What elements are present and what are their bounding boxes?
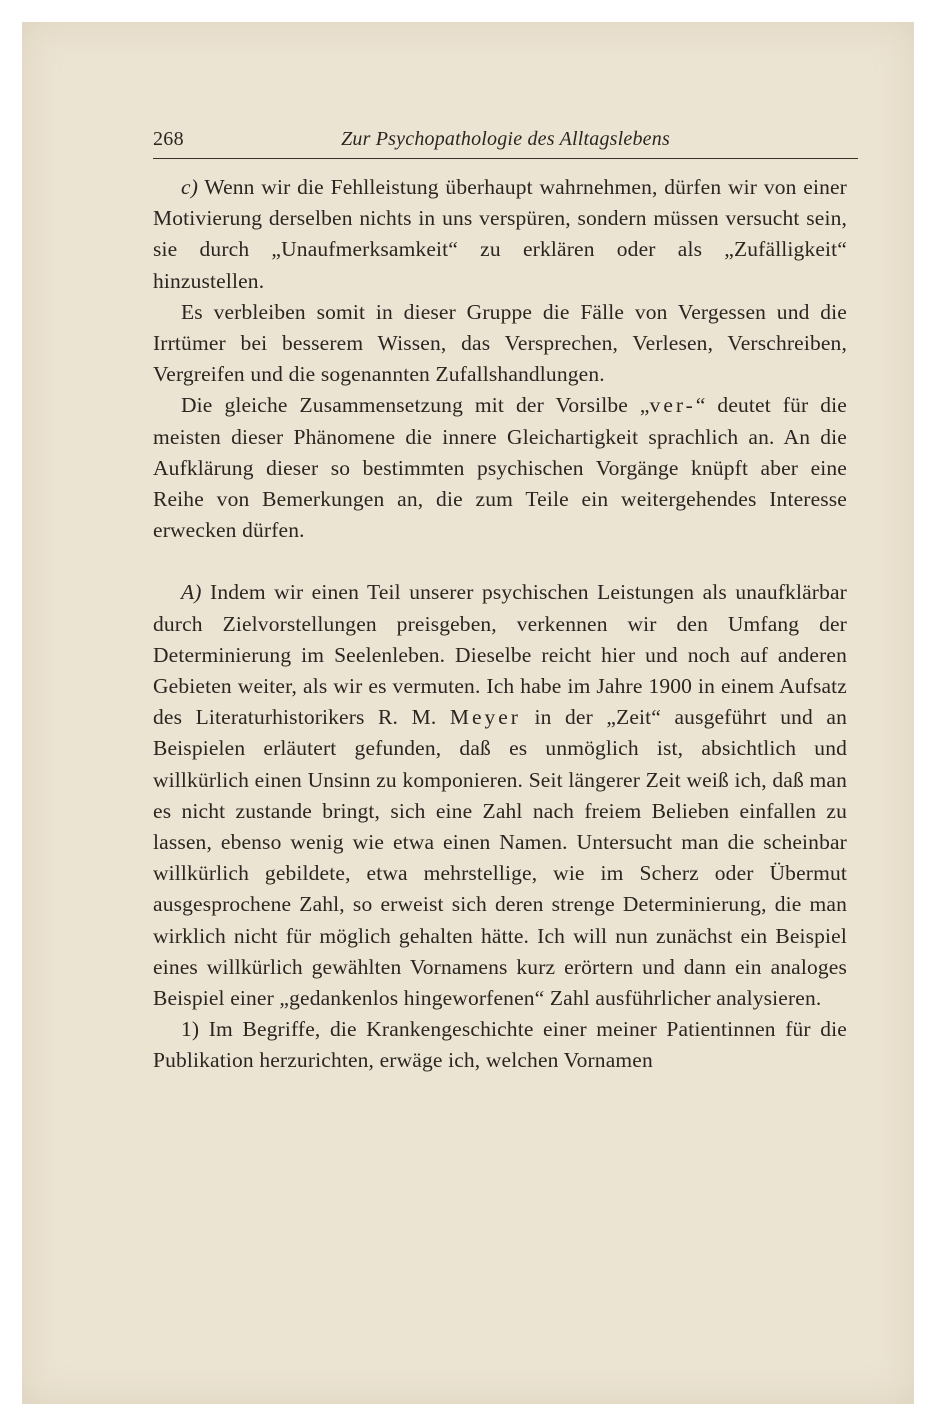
paragraph-label: c) <box>181 175 199 199</box>
paragraph-text: Es verbleiben somit in dieser Gruppe die Fälle von Vergessen und die Irrtümer bei besserem Wissen, das Versprechen, Verlesen, Verschreiben, Vergreifen und die sogenannten Zufallshandlungen. <box>153 299 847 387</box>
paragraph <box>153 577 847 1014</box>
paragraph-text: 1) Im Begriffe, die Krankengeschichte einer meiner Patientinnen für die Publikation herzurichten, erwäge ich, welchen Vornamen <box>153 1017 847 1073</box>
paragraph <box>153 172 847 297</box>
paragraph-label: A) <box>181 580 202 605</box>
book-page <box>22 22 914 1404</box>
paragraph-text: “ deutet für die meisten dieser Phänomene die innere Gleichartigkeit sprachlich an. An die Aufklärung dieser so bestimmten psychischen Vorgänge knüpft aber eine Reihe von Bemerkungen an, die zum Teile ein weitergehendes Interesse erwecken dürfen. <box>153 393 847 543</box>
running-title: Zur Psychopathologie des Alltagslebens <box>341 128 670 150</box>
paragraph <box>153 1014 847 1076</box>
paragraph-text: Wenn wir die Fehlleistung überhaupt wahrnehmen, dürfen wir von einer Motivierung derselben nichts in uns verspüren, sondern müssen versucht sein, sie durch „Unaufmerksamkeit“ zu erklären oder als „Zufälligkeit“ hinzustellen. <box>153 175 847 293</box>
paragraph <box>153 390 847 546</box>
body-text <box>153 172 847 1077</box>
paragraph <box>153 297 847 391</box>
spaced-word: Meyer <box>449 705 521 730</box>
page-number: 268 <box>153 128 184 150</box>
paragraph-text: Indem wir einen Teil unserer psychischen Leistungen als unaufklärbar durch Zielvorstellungen preisgeben, verkennen wir den Umfang der Determinierung im Seelenleben. Dieselbe reicht hier und noch auf anderen Gebieten weiter, als wir es vermuten. Ich habe im Jahre 1900 in einem Aufsatz des Literaturhistorikers R. M. <box>153 580 847 730</box>
paragraph-text: in der „Zeit“ ausgeführt und an Beispielen erläutert gefunden, daß es unmöglich ist, absichtlich und willkürlich einen Unsinn zu komponieren. Seit längerer Zeit weiß ich, daß man es nicht zustande bringt, sich eine Zahl nach freiem Belieben einfallen zu lassen, ebenso wenig wie etwa einen Namen. Untersucht man die scheinbar willkürlich gebildete, etwa mehrstellige, wie im Scherz oder Übermut ausgesprochene Zahl, so erweist sich deren strenge Determinierung, die man wirklich nicht für möglich gehalten hätte. Ich will nun zunächst ein Beispiel eines willkürlich gewählten Vornamens kurz erörtern und dann ein analoges Beispiel einer „gedankenlos hingeworfenen“ Zahl ausführlicher analysieren. <box>153 705 847 1011</box>
spaced-word: ver- <box>649 393 696 418</box>
page-header <box>153 128 858 159</box>
paragraph-text: Die gleiche Zusammensetzung mit der Vorsilbe „ <box>181 393 650 418</box>
